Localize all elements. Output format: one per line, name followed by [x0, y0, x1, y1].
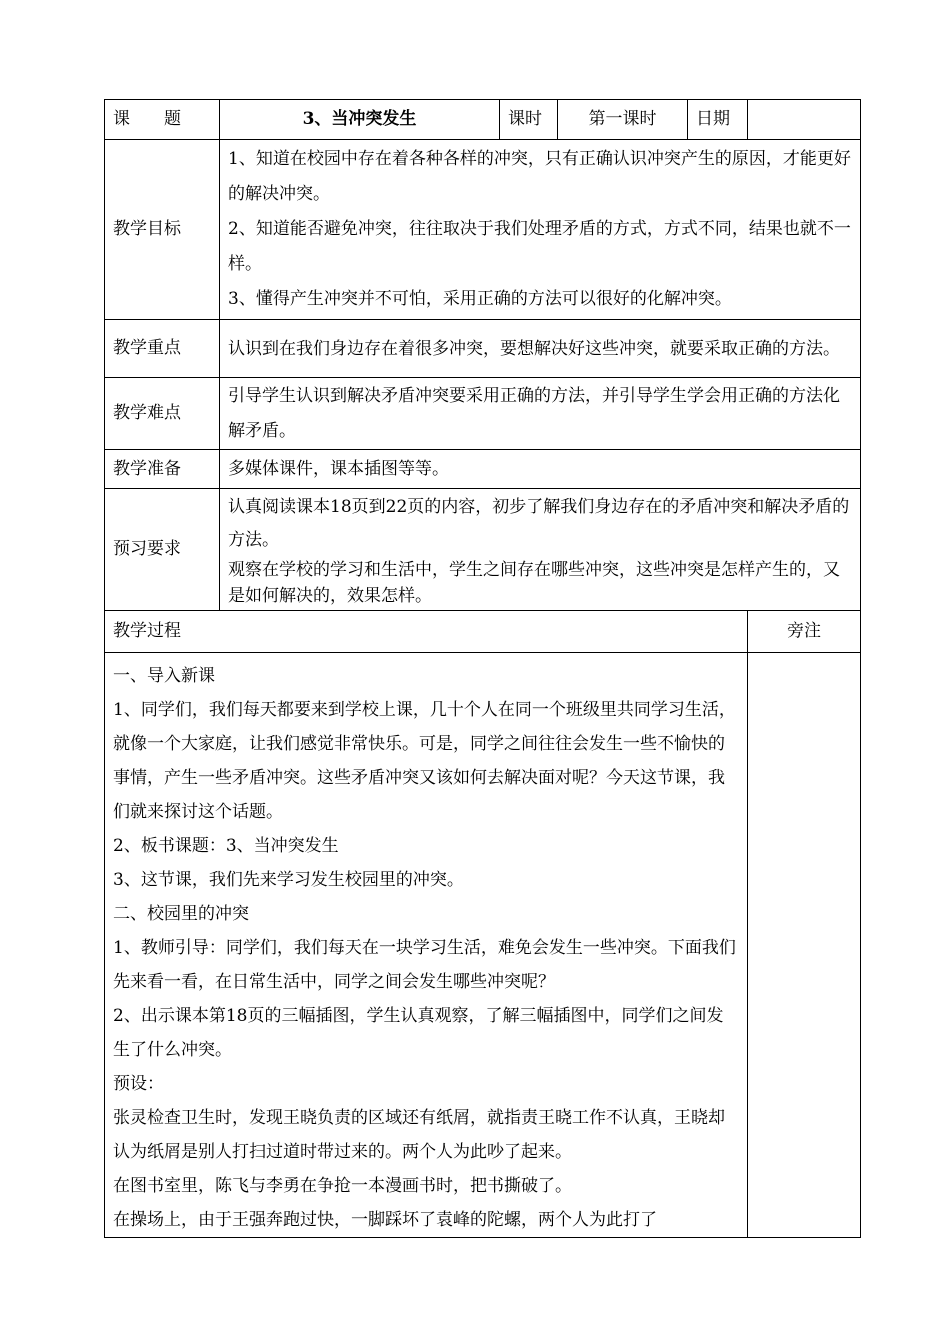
preparation-row [105, 450, 861, 489]
key-points-content [220, 320, 861, 378]
preview-row [105, 489, 861, 611]
key-points-label: 教学重点 [105, 320, 220, 378]
preview-label: 预习要求 [105, 489, 220, 611]
process-paragraph: 2、板书课题：3、当冲突发生 [113, 836, 339, 856]
process-paragraph: 1、教师引导：同学们，我们每天在一块学习生活，难免会发生一些冲突。下面我们先来看一看，在日常生活中，同学之间会发生哪些冲突呢？ [113, 938, 736, 992]
preview-content [220, 489, 861, 611]
course-title: 3、当冲突发生 [220, 100, 500, 140]
preparation-text: 多媒体课件，课本插图等等。 [228, 458, 449, 479]
preparation-content [220, 450, 861, 489]
objectives-content [220, 140, 861, 320]
key-points-row [105, 320, 861, 378]
period-label: 课时 [500, 100, 558, 140]
process-paragraph: 3、这节课，我们先来学习发生校园里的冲突。 [113, 870, 464, 890]
notes-label: 旁注 [748, 611, 861, 653]
header-row [105, 100, 861, 140]
course-label: 课 题 [105, 100, 220, 140]
objective-item: 1、知道在校园中存在着各种各样的冲突，只有正确认识冲突产生的原因，才能更好的解决冲突。 [228, 149, 851, 204]
process-paragraph: 预设： [113, 1074, 164, 1094]
objectives-row [105, 140, 861, 320]
process-paragraph: 张灵检查卫生时，发现王晓负责的区域还有纸屑，就指责王晓工作不认真，王晓却认为纸屑是别人打扫过道时带过来的。两个人为此吵了起来。 [113, 1108, 725, 1162]
date-value [748, 100, 861, 140]
difficulties-text: 引导学生认识到解决矛盾冲突要采用正确的方法，并引导学生学会用正确的方法化解矛盾。 [228, 385, 840, 441]
process-content [105, 653, 748, 1238]
process-paragraph: 2、出示课本第18页的三幅插图，学生认真观察，了解三幅插图中，同学们之间发生了什么冲突。 [113, 1006, 724, 1060]
difficulties-content [220, 378, 861, 450]
process-label: 教学过程 [105, 611, 748, 653]
notes-column [748, 653, 861, 1238]
lesson-plan-sheet [104, 99, 860, 1238]
difficulties-label: 教学难点 [105, 378, 220, 450]
process-header-row [105, 611, 861, 653]
objective-item: 2、知道能否避免冲突，往往取决于我们处理矛盾的方式，方式不同，结果也就不一样。 [228, 219, 851, 274]
preview-text-1: 认真阅读课本18页到22页的内容，初步了解我们身边存在的矛盾冲突和解决矛盾的方法。 [228, 496, 850, 550]
key-points-text: 认识到在我们身边存在着很多冲突，要想解决好这些冲突，就要采取正确的方法。 [228, 338, 840, 359]
process-paragraph: 在操场上，由于王强奔跑过快，一脚踩坏了袁峰的陀螺，两个人为此打了 [113, 1210, 657, 1230]
process-body-row [105, 653, 861, 1238]
date-label: 日期 [688, 100, 748, 140]
process-paragraph: 二、校园里的冲突 [113, 904, 249, 924]
objectives-label: 教学目标 [105, 140, 220, 320]
preparation-label: 教学准备 [105, 450, 220, 489]
preview-text-2: 观察在学校的学习和生活中，学生之间存在哪些冲突，这些冲突是怎样产生的，又是如何解决的，效果怎样。 [228, 559, 840, 606]
objective-item: 3、懂得产生冲突并不可怕，采用正确的方法可以很好的化解冲突。 [228, 289, 732, 309]
difficulties-row [105, 378, 861, 450]
process-paragraph: 一、导入新课 [113, 666, 215, 686]
lesson-plan-table [104, 99, 861, 1238]
process-paragraph: 1、同学们，我们每天都要来到学校上课，几十个人在同一个班级里共同学习生活，就像一个大家庭，让我们感觉非常快乐。可是，同学之间往往会发生一些不愉快的事情，产生一些矛盾冲突。这些矛盾冲突又该如何去解决面对呢？今天这节课，我们就来探讨这个话题。 [113, 700, 736, 822]
process-paragraph: 在图书室里，陈飞与李勇在争抢一本漫画书时，把书撕破了。 [113, 1176, 572, 1196]
period-value: 第一课时 [558, 100, 688, 140]
